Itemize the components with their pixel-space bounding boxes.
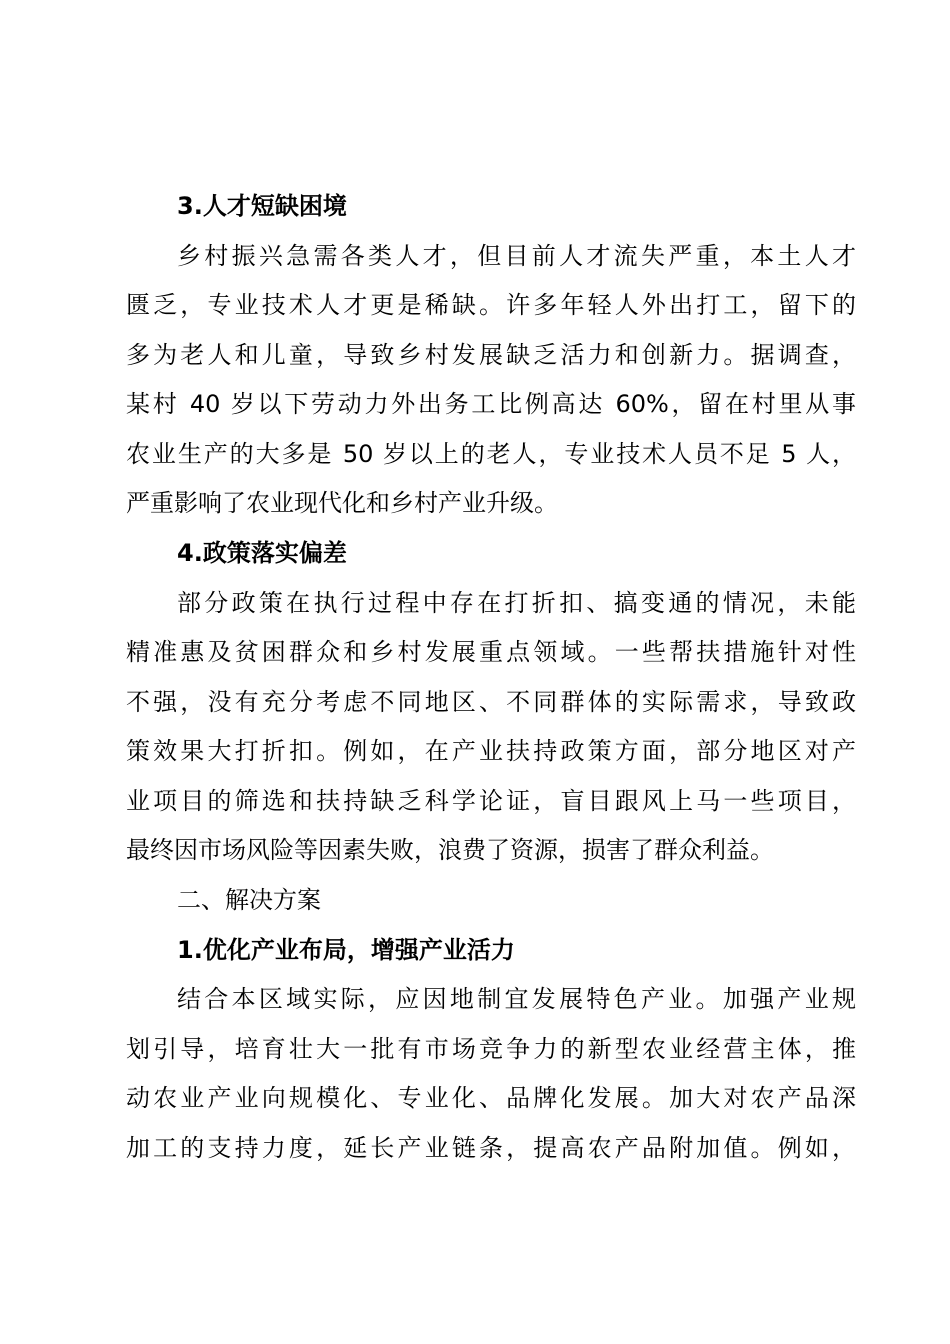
paragraph-line: 不强，没有充分考虑不同地区、不同群体的实际需求，导致政 bbox=[126, 688, 856, 716]
paragraph-line: 农业生产的大多是 50 岁以上的老人，专业技术人员不足 5 人， bbox=[126, 440, 856, 468]
paragraph-line: 加工的支持力度，延长产业链条，提高农产品附加值。例如， bbox=[126, 1134, 856, 1162]
paragraph-line: 划引导，培育壮大一批有市场竞争力的新型农业经营主体，推 bbox=[126, 1035, 856, 1063]
paragraph-line: 部分政策在执行过程中存在打折扣、搞变通的情况，未能 bbox=[177, 589, 856, 617]
paragraph-line: 匮乏，专业技术人才更是稀缺。许多年轻人外出打工，留下的 bbox=[126, 291, 856, 319]
paragraph-line: 业项目的筛选和扶持缺乏科学论证，盲目跟风上马一些项目， bbox=[126, 787, 856, 815]
paragraph-line: 最终因市场风险等因素失败，浪费了资源，损害了群众利益。 bbox=[126, 836, 774, 864]
section-heading-solutions: 二、解决方案 bbox=[177, 886, 321, 914]
heading-policy-deviation: 4.政策落实偏差 bbox=[177, 539, 347, 567]
heading-optimize-industry: 1.优化产业布局，增强产业活力 bbox=[177, 936, 515, 964]
paragraph-line: 结合本区域实际，应因地制宜发展特色产业。加强产业规 bbox=[177, 985, 856, 1013]
paragraph-line: 动农业产业向规模化、专业化、品牌化发展。加大对农产品深 bbox=[126, 1084, 856, 1112]
paragraph-line: 乡村振兴急需各类人才，但目前人才流失严重，本土人才 bbox=[177, 242, 856, 270]
heading-talent-shortage: 3.人才短缺困境 bbox=[177, 192, 347, 220]
paragraph-line: 多为老人和儿童，导致乡村发展缺乏活力和创新力。据调查， bbox=[126, 341, 856, 369]
paragraph-line: 策效果大打折扣。例如，在产业扶持政策方面，部分地区对产 bbox=[126, 737, 856, 765]
paragraph-line: 精准惠及贫困群众和乡村发展重点领域。一些帮扶措施针对性 bbox=[126, 638, 856, 666]
paragraph-line: 某村 40 岁以下劳动力外出务工比例高达 60%，留在村里从事 bbox=[126, 390, 856, 418]
paragraph-line: 严重影响了农业现代化和乡村产业升级。 bbox=[126, 489, 558, 517]
